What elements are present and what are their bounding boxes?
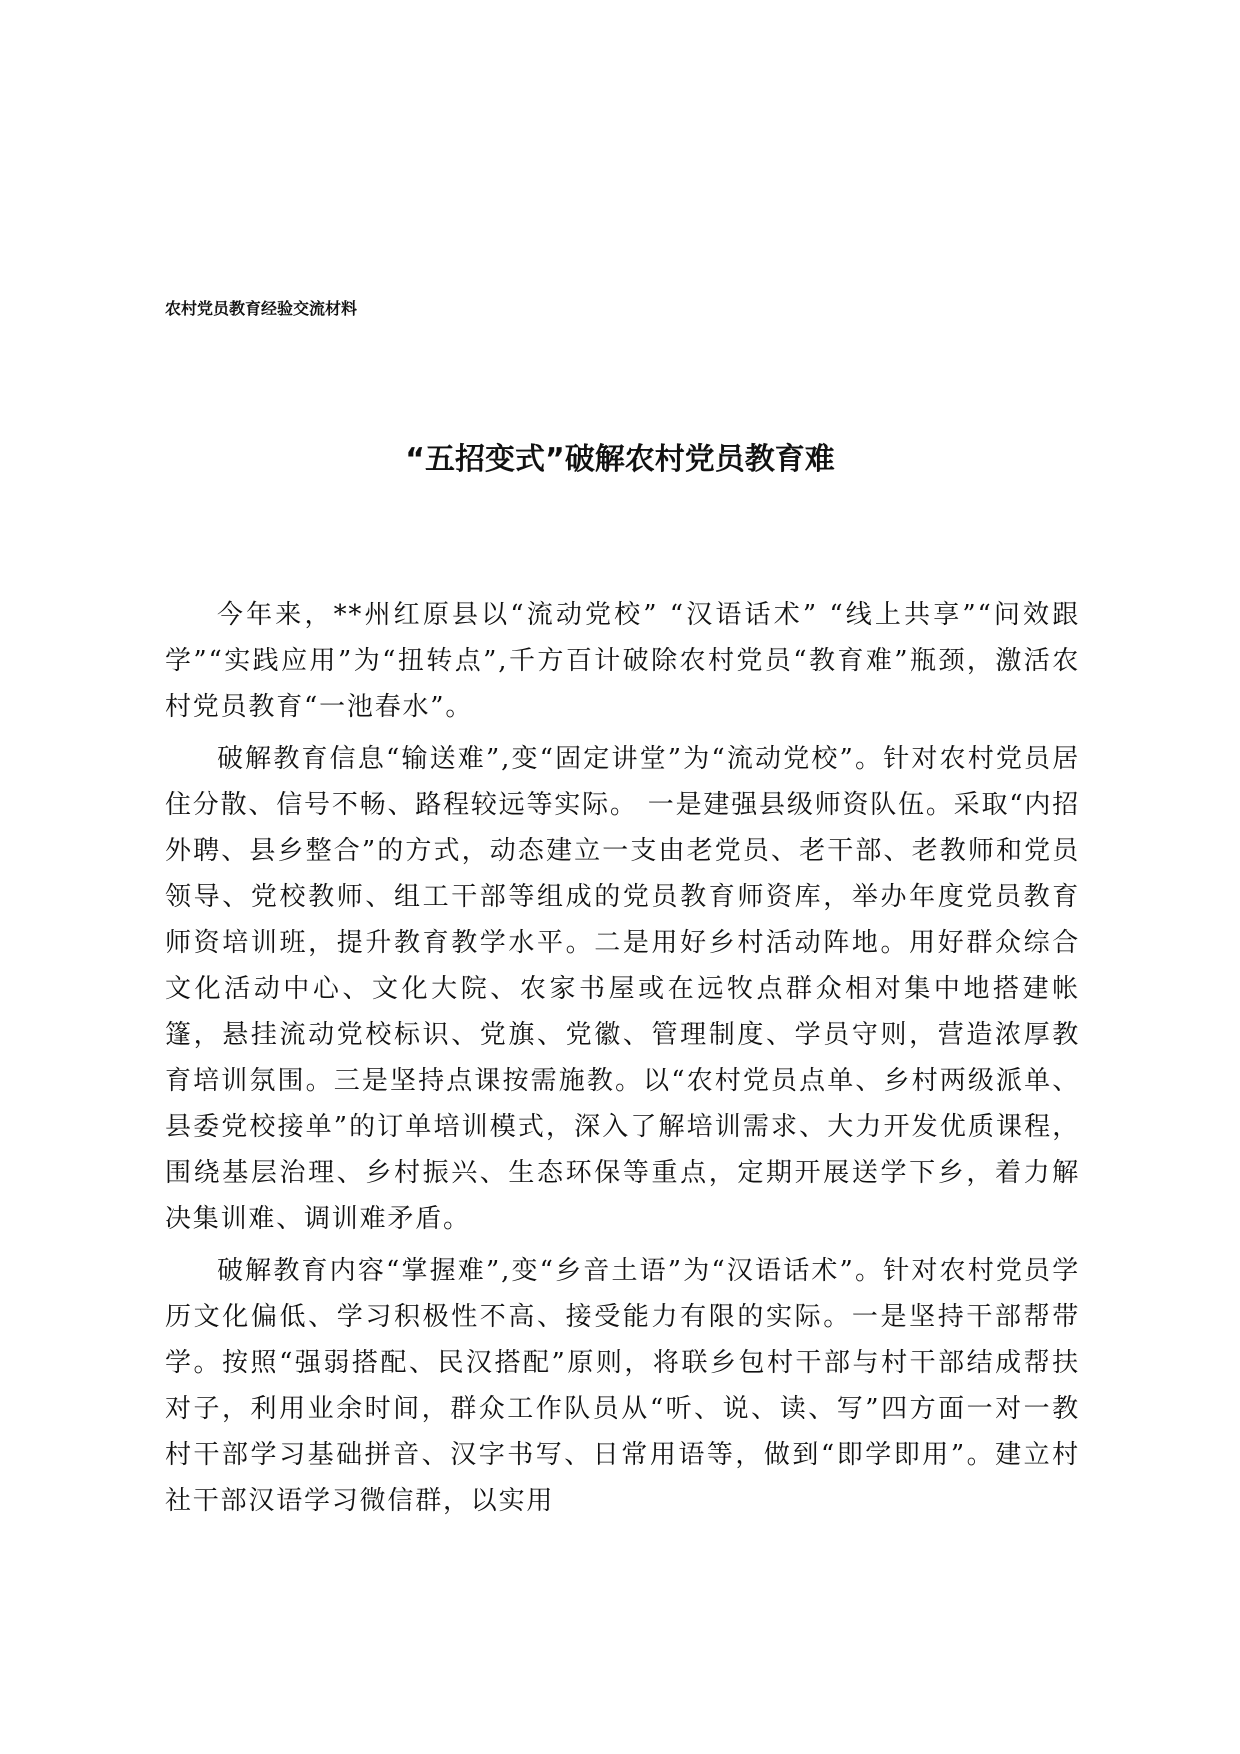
body-paragraph: 今年来，**州红原县以“流动党校” “汉语话术” “线上共享”“问效跟学”“实践应用”为“扭转点”,千方百计破除农村党员“教育难”瓶颈，激活农村党员教育“一池春水”。	[165, 600, 1080, 722]
body-paragraph: 破解教育信息“输送难”,变“固定讲堂”为“流动党校”。针对农村党员居住分散、信号不畅、路程较远等实际。 一是建强县级师资队伍。采取“内招外聘、县乡整合”的方式，动态建立一支由老党员、老干部、老教师和党员领导、党校教师、组工干部等组成的党员教育师资库，举办年度党员教育师资培训班，提升教育教学水平。二是用好乡村活动阵地。用好群众综合文化活动中心、文化大院、农家书屋或在远牧点群众相对集中地搭建帐篷，悬挂流动党校标识、党旗、党徽、管理制度、学员守则，营造浓厚教育培训氛围。三是坚持点课按需施教。以“农村党员点单、乡村两级派单、县委党校接单”的订单培训模式，深入了解培训需求、大力开发优质课程，围绕基层治理、乡村振兴、生态环保等重点，定期开展送学下乡，着力解决集训难、调训难矛盾。	[165, 744, 1080, 1234]
document-category-label: 农村党员教育经验交流材料	[165, 299, 358, 318]
document-body	[165, 592, 1080, 1530]
body-paragraph: 破解教育内容“掌握难”,变“乡音土语”为“汉语话术”。针对农村党员学历文化偏低、学习积极性不高、接受能力有限的实际。一是坚持干部帮带学。按照“强弱搭配、民汉搭配”原则，将联乡包村干部与村干部结成帮扶对子，利用业余时间，群众工作队员从“听、说、读、写”四方面一对一教村干部学习基础拼音、汉字书写、日常用语等，做到“即学即用”。建立村社干部汉语学习微信群，以实用	[165, 1256, 1080, 1516]
document-title: “五招变式”破解农村党员教育难	[405, 442, 835, 477]
